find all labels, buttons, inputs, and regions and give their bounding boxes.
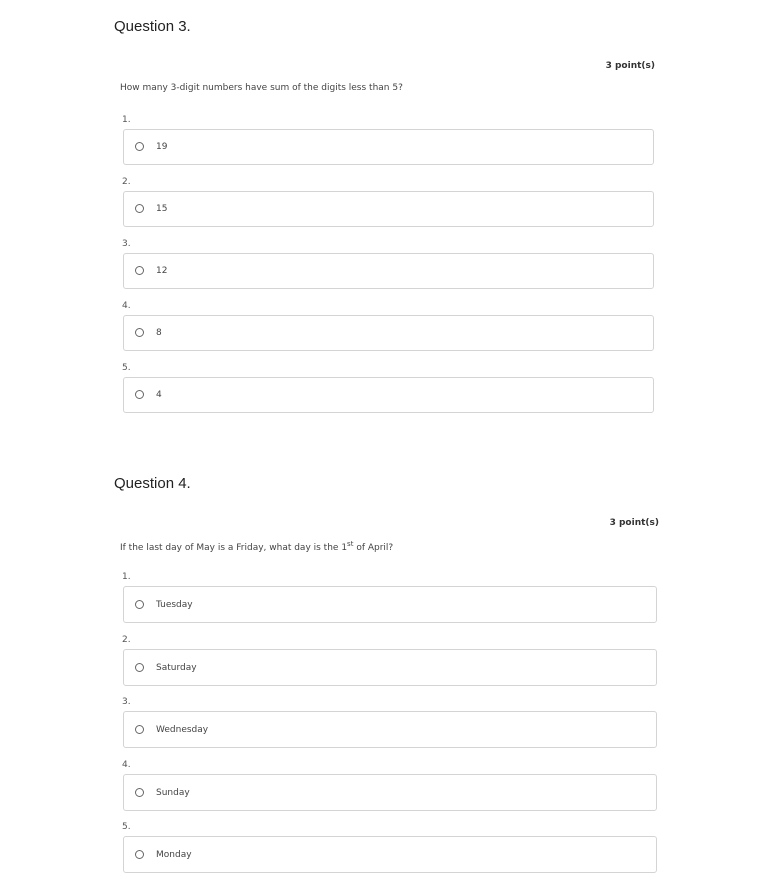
option-number: 3. xyxy=(122,239,131,249)
option-label: Wednesday xyxy=(156,724,209,735)
answer-option[interactable] xyxy=(123,191,654,227)
radio-button[interactable] xyxy=(135,663,144,672)
radio-button[interactable] xyxy=(135,850,144,859)
option-label: Saturday xyxy=(156,662,197,673)
radio-button[interactable] xyxy=(135,204,144,213)
points-label: 3 point(s) xyxy=(609,518,659,528)
option-number: 2. xyxy=(122,635,131,645)
question-title: Question 4. xyxy=(114,475,191,492)
radio-button[interactable] xyxy=(135,725,144,734)
option-label: Tuesday xyxy=(156,599,193,610)
radio-button[interactable] xyxy=(135,266,144,275)
prompt-superscript: st xyxy=(347,540,354,548)
radio-button[interactable] xyxy=(135,142,144,151)
prompt-text-end: of April? xyxy=(353,543,394,553)
answer-option[interactable] xyxy=(123,129,654,165)
option-number: 4. xyxy=(122,760,131,770)
answer-option[interactable] xyxy=(123,649,657,686)
radio-button[interactable] xyxy=(135,390,144,399)
option-label: 15 xyxy=(156,204,168,214)
answer-option[interactable] xyxy=(123,315,654,351)
prompt-text: If the last day of May is a Friday, what day is the 1 xyxy=(120,543,348,553)
option-number: 2. xyxy=(122,177,131,187)
question-title: Question 3. xyxy=(114,18,191,35)
option-number: 1. xyxy=(122,572,131,582)
answer-option[interactable] xyxy=(123,586,657,623)
points-label: 3 point(s) xyxy=(605,61,655,71)
answer-option[interactable] xyxy=(123,711,657,748)
question-prompt: How many 3-digit numbers have sum of the digits less than 5? xyxy=(120,83,403,93)
option-number: 5. xyxy=(122,363,131,373)
option-number: 3. xyxy=(122,697,131,707)
option-label: 4 xyxy=(156,390,162,400)
answer-option[interactable] xyxy=(123,774,657,811)
option-label: 8 xyxy=(156,328,162,338)
option-number: 1. xyxy=(122,115,131,125)
answer-option[interactable] xyxy=(123,253,654,289)
question-3 xyxy=(0,0,783,440)
option-label: Sunday xyxy=(156,787,190,798)
radio-button[interactable] xyxy=(135,788,144,797)
radio-button[interactable] xyxy=(135,600,144,609)
option-label: Monday xyxy=(156,849,192,860)
question-4 xyxy=(0,440,783,895)
option-label: 19 xyxy=(156,142,168,152)
radio-button[interactable] xyxy=(135,328,144,337)
answer-option[interactable] xyxy=(123,377,654,413)
option-number: 4. xyxy=(122,301,131,311)
option-label: 12 xyxy=(156,266,168,276)
question-prompt xyxy=(120,540,393,553)
option-number: 5. xyxy=(122,822,131,832)
answer-option[interactable] xyxy=(123,836,657,873)
